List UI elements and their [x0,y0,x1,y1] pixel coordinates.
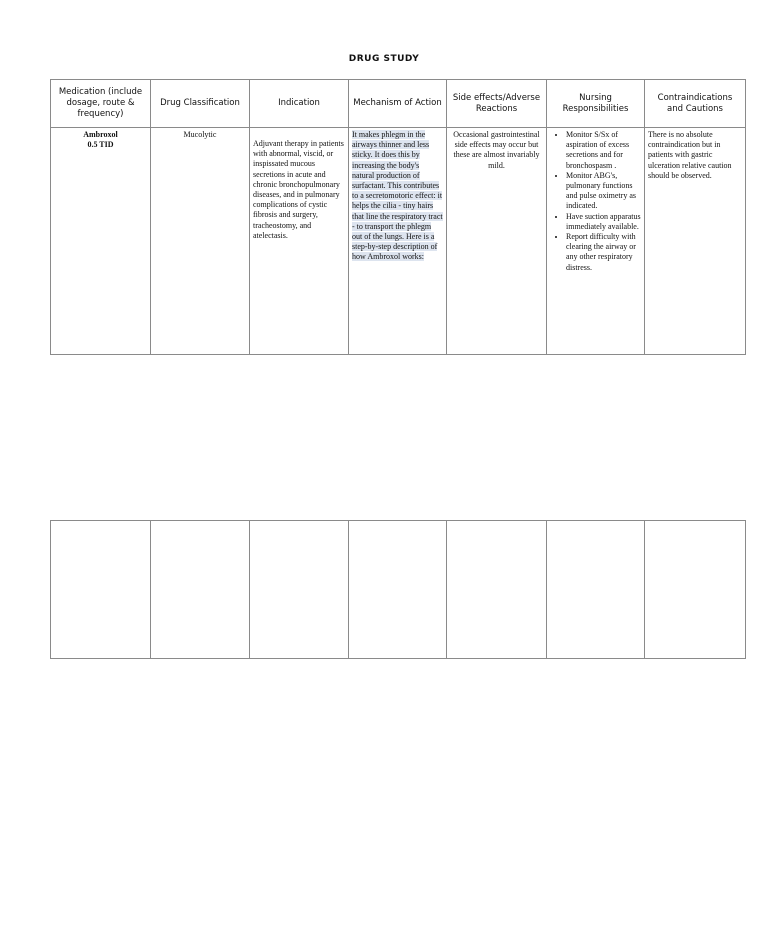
empty-cell [51,521,151,659]
cell-side-effects [447,128,547,355]
medication-name: Ambroxol [83,130,118,139]
cell-medication [51,128,151,355]
empty-table [50,520,746,659]
side-effects-text: Occasional gastrointestinal side effects may occur but these are almost invariably mild. [453,130,540,170]
page-title: DRUG STUDY [348,54,420,64]
cell-contraindications [645,128,746,355]
list-item: • Have suction apparatus immediately available. [566,212,641,232]
mechanism-text: It makes phlegm in the airways thinner and less sticky. It does this by increasing the body's natural production of surfactant. This contributes to a secretomotoric effect: it helps the cilia - tiny hairs that line the respiratory tract - to transport the phlegm out of the lungs. Here is a step-by-step description of how Ambroxol works: [352,130,443,262]
header-medication: Medication (include dosage, route & frequency) [51,80,151,128]
header-contraindications: Contraindications and Cautions [645,80,746,128]
header-classification: Drug Classification [151,80,250,128]
contraindications-text: There is no absolute contraindication but in patients with gastric ulceration relative caution should be observed. [648,130,732,180]
cell-nursing [547,128,645,355]
cell-indication [250,128,349,355]
empty-cell [250,521,349,659]
list-item: • Report difficulty with clearing the airway or any other respiratory distress. [566,232,641,273]
classification-text: Mucolytic [183,130,217,139]
empty-cell [349,521,447,659]
indication-text: Adjuvant therapy in patients with abnormal, viscid, or inspissated mucous secretions in acute and chronic bronchopulmonary diseases, and in pulmonary complications of cystic fibrosis and surgery, tracheostomy, and atelectasis. [253,139,344,240]
header-indication: Indication [250,80,349,128]
table-row [51,521,746,659]
cell-mechanism [349,128,447,355]
empty-cell [151,521,250,659]
nursing-list [550,130,641,273]
header-row [51,80,746,128]
empty-cell [447,521,547,659]
header-mechanism: Mechanism of Action [349,80,447,128]
medication-dose: 0.5 TID [87,140,114,150]
list-item: • Monitor ABG's, pulmonary functions and pulse oximetry as indicated. [566,171,641,212]
empty-cell [547,521,645,659]
table-row [51,128,746,355]
empty-cell [645,521,746,659]
header-nursing: Nursing Responsibilities [547,80,645,128]
drug-study-table [50,79,746,355]
cell-classification [151,128,250,355]
header-side-effects: Side effects/Adverse Reactions [447,80,547,128]
list-item: • Monitor S/Sx of aspiration of excess secretions and for bronchospasm . [566,130,641,171]
